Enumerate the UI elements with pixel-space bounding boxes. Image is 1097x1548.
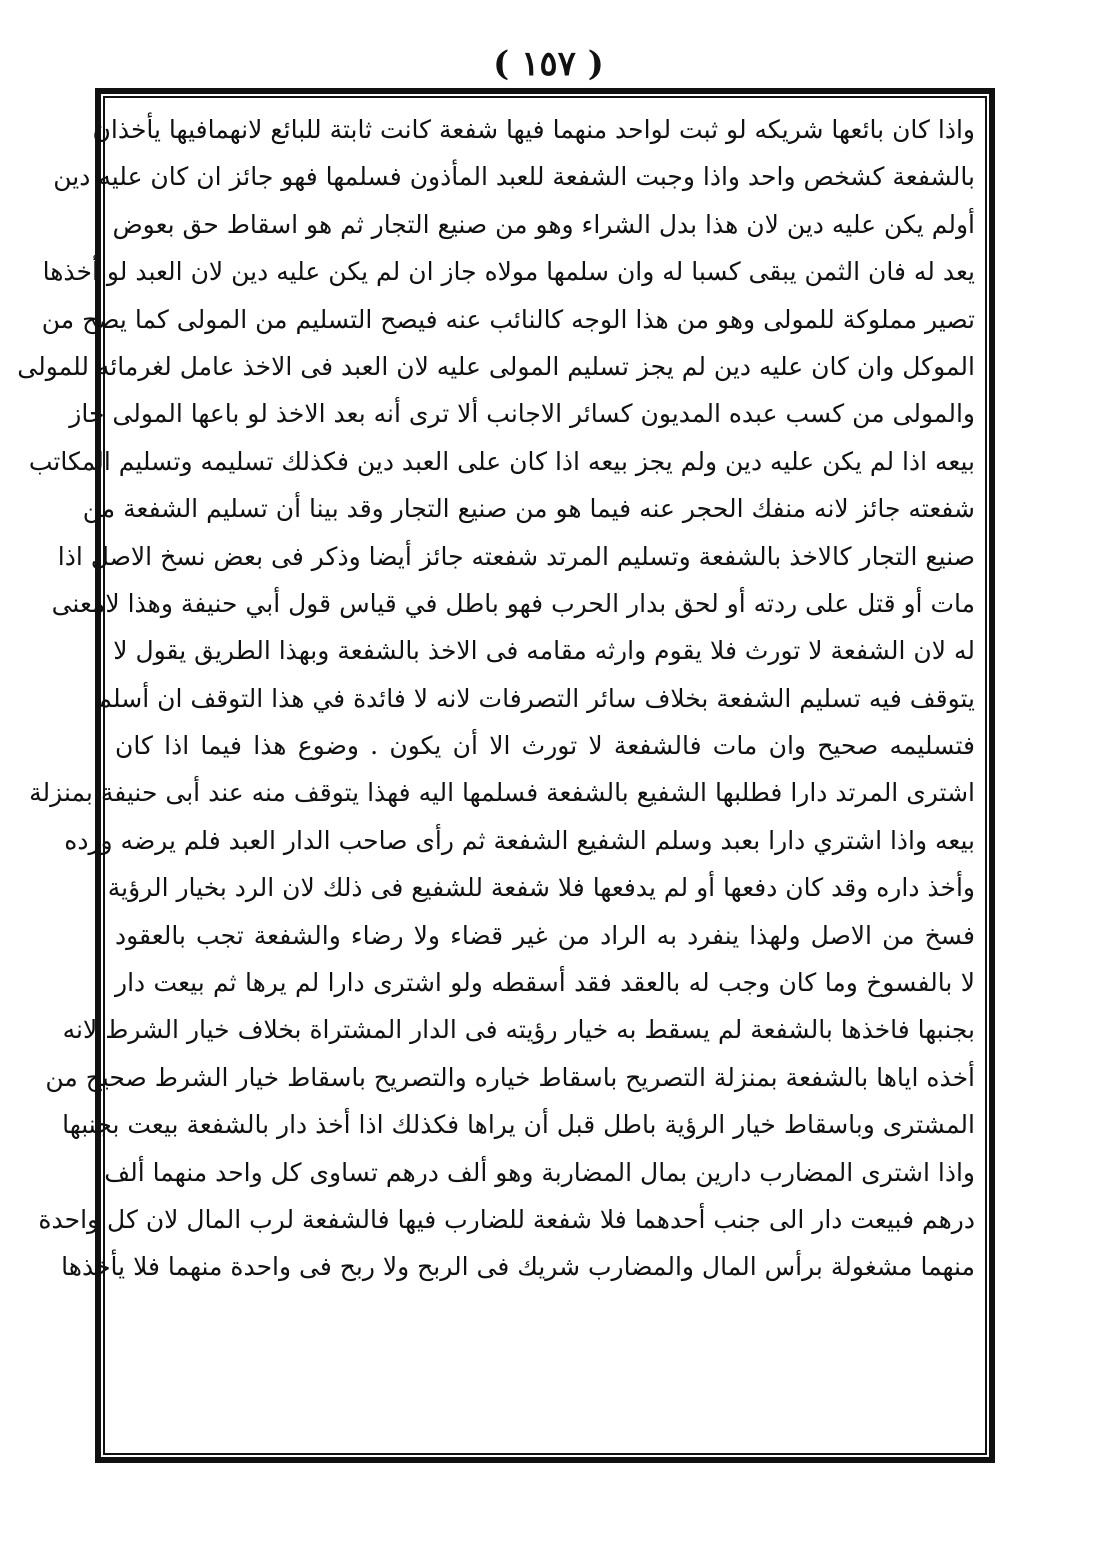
text-line: واذا اشترى المضارب دارين بمال المضاربة وهو ألف درهم تساوى كل واحد منهما ألف: [104, 1157, 975, 1187]
body-text: [17, 106, 975, 1451]
text-line: له لان الشفعة لا تورث فلا يقوم وارثه مقامه فى الاخذ بالشفعة وبهذا الطريق يقول لا: [113, 636, 975, 666]
text-line: منهما مشغولة برأس المال والمضارب شريك فى الربح ولا ربح فى واحدة منهما فلا يأخذها: [61, 1252, 975, 1282]
text-line: والمولى من كسب عبده المديون كسائر الاجانب ألا ترى أنه بعد الاخذ لو باعها المولى جاز: [69, 399, 975, 429]
text-line: أخذه اياها بالشفعة بمنزلة التصريح باسقاط خياره والتصريح باسقاط خيار الشرط صحيح من: [45, 1062, 975, 1092]
text-line: بيعه اذا لم يكن عليه دين ولم يجز بيعه اذا كان على العبد دين فكذلك تسليمه وتسليم المكاتب: [28, 446, 975, 476]
text-line: اشترى المرتد دارا فطلبها الشفيع بالشفعة فسلمها اليه فهذا يتوقف منه عند أبى حنيفة بمنزلة: [29, 778, 975, 808]
text-line: صنيع التجار كالاخذ بالشفعة وتسليم المرتد شفعته جائز أيضا وذكر فى بعض نسخ الاصل اذا: [57, 541, 975, 571]
text-line: لا بالفسوخ وما كان وجب له بالعقد فقد أسقطه ولو اشترى دارا لم يرها ثم بيعت دار: [115, 968, 975, 998]
text-line: فسخ من الاصل ولهذا ينفرد به الراد من غير قضاء ولا رضاء والشفعة تجب بالعقود: [115, 920, 975, 950]
text-line: فتسليمه صحيح وان مات فالشفعة لا تورث الا أن يكون . وضوع هذا فيما اذا كان: [115, 731, 975, 761]
text-line: بالشفعة كشخص واحد واذا وجبت الشفعة للعبد المأذون فسلمها فهو جائز ان كان عليه دين: [53, 162, 975, 192]
text-line: تصير مملوكة للمولى وهو من هذا الوجه كالنائب عنه فيصح التسليم من المولى كما يصح من: [41, 304, 975, 334]
text-line: أولم يكن عليه دين لان هذا بدل الشراء وهو من صنيع التجار ثم هو اسقاط حق بعوض: [112, 209, 975, 239]
text-line: مات أو قتل على ردته أو لحق بدار الحرب فهو باطل في قياس قول أبي حنيفة وهذا لامعنى: [51, 588, 975, 618]
text-line: بجنبها فاخذها بالشفعة لم يسقط به خيار رؤيته فى الدار المشتراة بخلاف خيار الشرط لانه: [62, 1015, 975, 1045]
text-line: وأخذ داره وقد كان دفعها أو لم يدفعها فلا شفعة للشفيع فى ذلك لان الرد بخيار الرؤية: [107, 873, 975, 903]
text-line: الموكل وان كان عليه دين لم يجز تسليم المولى عليه لان العبد فى الاخذ عامل لغرمائه للمولى: [17, 351, 975, 381]
text-line: بيعه واذا اشتري دارا بعبد وسلم الشفيع الشفعة ثم رأى صاحب الدار العبد فلم يرضه ورده: [64, 825, 975, 855]
text-line: يعد له فان الثمن يبقى كسبا له وان سلمها مولاه جاز ان لم يكن عليه دين لان العبد لو أخذها: [42, 257, 975, 287]
text-line: شفعته جائز لانه منفك الحجر عنه فيما هو من صنيع التجار وقد بينا أن تسليم الشفعة من: [82, 494, 975, 524]
text-line: المشترى وباسقاط خيار الرؤية باطل قبل أن يراها فكذلك اذا أخذ دار بالشفعة بيعت بجنبها: [62, 1110, 975, 1140]
text-line: يتوقف فيه تسليم الشفعة بخلاف سائر التصرفات لانه لا فائدة في هذا التوقف ان أسلم: [96, 683, 975, 713]
text-line: واذا كان بائعها شريكه لو ثبت لواحد منهما فيها شفعة كانت ثابتة للبائع لانهمافيها يأخذان: [92, 115, 975, 144]
page-number: ( ١٥٧ ): [493, 44, 604, 84]
text-line: درهم فبيعت دار الى جنب أحدهما فلا شفعة للضارب فيها فالشفعة لرب المال لان كل واحدة: [38, 1204, 975, 1234]
